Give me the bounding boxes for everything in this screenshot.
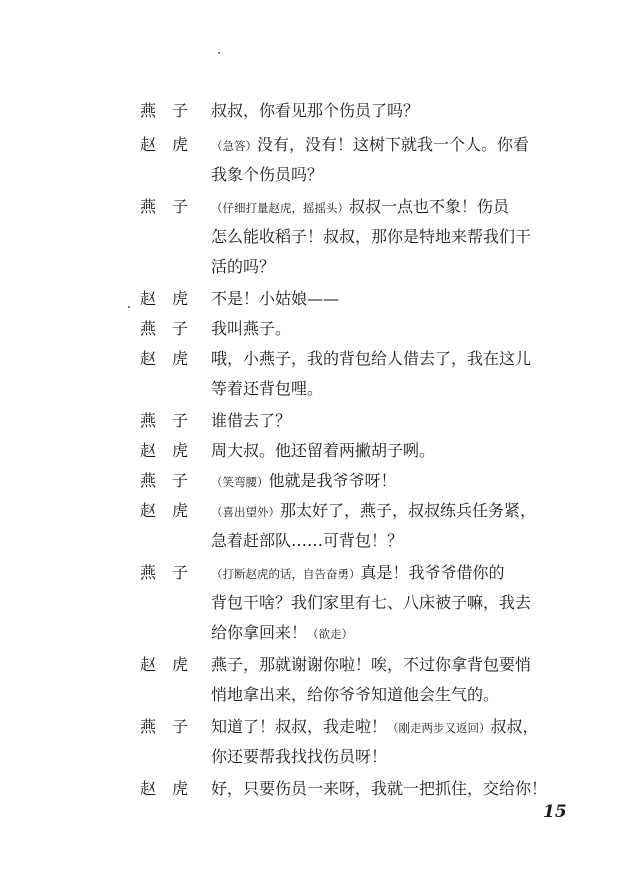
dialogue-text: 谁借去了？ <box>211 411 292 430</box>
stage-direction: （急答） <box>211 139 257 153</box>
stage-direction: （打断赵虎的话，自告奋勇） <box>211 567 361 581</box>
speaker-name: 燕子 <box>140 471 205 490</box>
dialogue-line <box>0 344 640 374</box>
speaker-name: 赵虎 <box>140 779 205 798</box>
dialogue-continuation: 我象个伤员吗？ <box>211 165 324 184</box>
dialogue-text: （喜出望外）那太好了，燕子，叔叔练兵任务紧， <box>211 501 537 520</box>
dialogue-continuation: 给你拿回来！（欲走） <box>211 623 354 642</box>
dialogue-line <box>0 558 640 588</box>
speaker-name: 赵虎 <box>140 135 205 154</box>
dialogue-continuation: 急着赶部队……可背包！？ <box>211 531 404 550</box>
dialogue-line <box>0 130 640 160</box>
speaker-name: 燕子 <box>140 319 205 338</box>
stage-direction: （刚走两步又返回） <box>387 721 491 735</box>
dialogue-text: （笑弯腰）他就是我爷爷呀！ <box>211 471 397 490</box>
dialogue-text: 燕子，那就谢谢你啦！唉，不过你拿背包要悄 <box>211 655 532 674</box>
dialogue-continuation: 等着还背包哩。 <box>211 379 324 398</box>
dialogue-line <box>0 496 640 526</box>
dialogue-line <box>0 712 640 742</box>
dialogue-text: 周大叔。他还留着两撇胡子咧。 <box>211 441 436 460</box>
dialogue-text: 不是！小姑娘—— <box>211 289 340 308</box>
speaker-name: 赵虎 <box>140 655 205 674</box>
dialogue-line <box>0 314 640 344</box>
dialogue-continuation: 你还要帮我找找伤员呀！ <box>211 747 388 766</box>
dialogue-continuation: 悄地拿出来，给你爷爷知道他会生气的。 <box>211 685 500 704</box>
stage-direction: （仔细打量赵虎，摇摇头） <box>211 201 349 215</box>
dialogue-text: 哦，小燕子，我的背包给人借去了，我在这儿 <box>211 349 532 368</box>
dialogue-text: （急答）没有，没有！这树下就我一个人。你看 <box>211 135 530 154</box>
speaker-name: 赵虎 <box>140 289 205 308</box>
dialogue-text: 我叫燕子。 <box>211 319 292 338</box>
dialogue-line <box>0 466 640 496</box>
dialogue-line <box>0 192 640 222</box>
speaker-name: 赵虎 <box>140 349 205 368</box>
dialogue-continuation: 活的吗？ <box>211 257 276 276</box>
dialogue-text: 知道了！叔叔，我走啦！（刚走两步又返回）叔叔， <box>211 717 539 736</box>
speaker-name: 燕子 <box>140 197 205 216</box>
ink-speck <box>218 52 220 54</box>
dialogue-continuation: 怎么能收稻子！叔叔，那你是特地来帮我们干 <box>211 227 532 246</box>
stage-direction: （欲走） <box>307 627 354 641</box>
page-number: 15 <box>543 802 567 822</box>
speaker-name: 燕子 <box>140 101 205 120</box>
speaker-name: 赵虎 <box>140 501 205 520</box>
dialogue-text: 好，只要伤员一来呀，我就一把抓住，交给你！ <box>211 779 548 798</box>
dialogue-line <box>0 650 640 680</box>
dialogue-text: （仔细打量赵虎，摇摇头）叔叔一点也不象！伤员 <box>211 197 510 216</box>
speaker-name: 燕子 <box>140 563 205 582</box>
dialogue-line <box>0 96 640 126</box>
speaker-name: 燕子 <box>140 717 205 736</box>
stage-direction: （笑弯腰） <box>211 475 269 489</box>
dialogue-text: 叔叔，你看见那个伤员了吗？ <box>211 101 420 120</box>
dialogue-line <box>0 774 640 804</box>
stage-direction: （喜出望外） <box>211 505 280 519</box>
dialogue-line <box>0 284 640 314</box>
dialogue-text: （打断赵虎的话，自告奋勇）真是！我爷爷借你的 <box>211 563 505 582</box>
speaker-name: 燕子 <box>140 411 205 430</box>
dialogue-continuation: 背包干啥？我们家里有七、八床被子嘛，我去 <box>211 593 532 612</box>
dialogue-line <box>0 406 640 436</box>
speaker-name: 赵虎 <box>140 441 205 460</box>
dialogue-line <box>0 436 640 466</box>
